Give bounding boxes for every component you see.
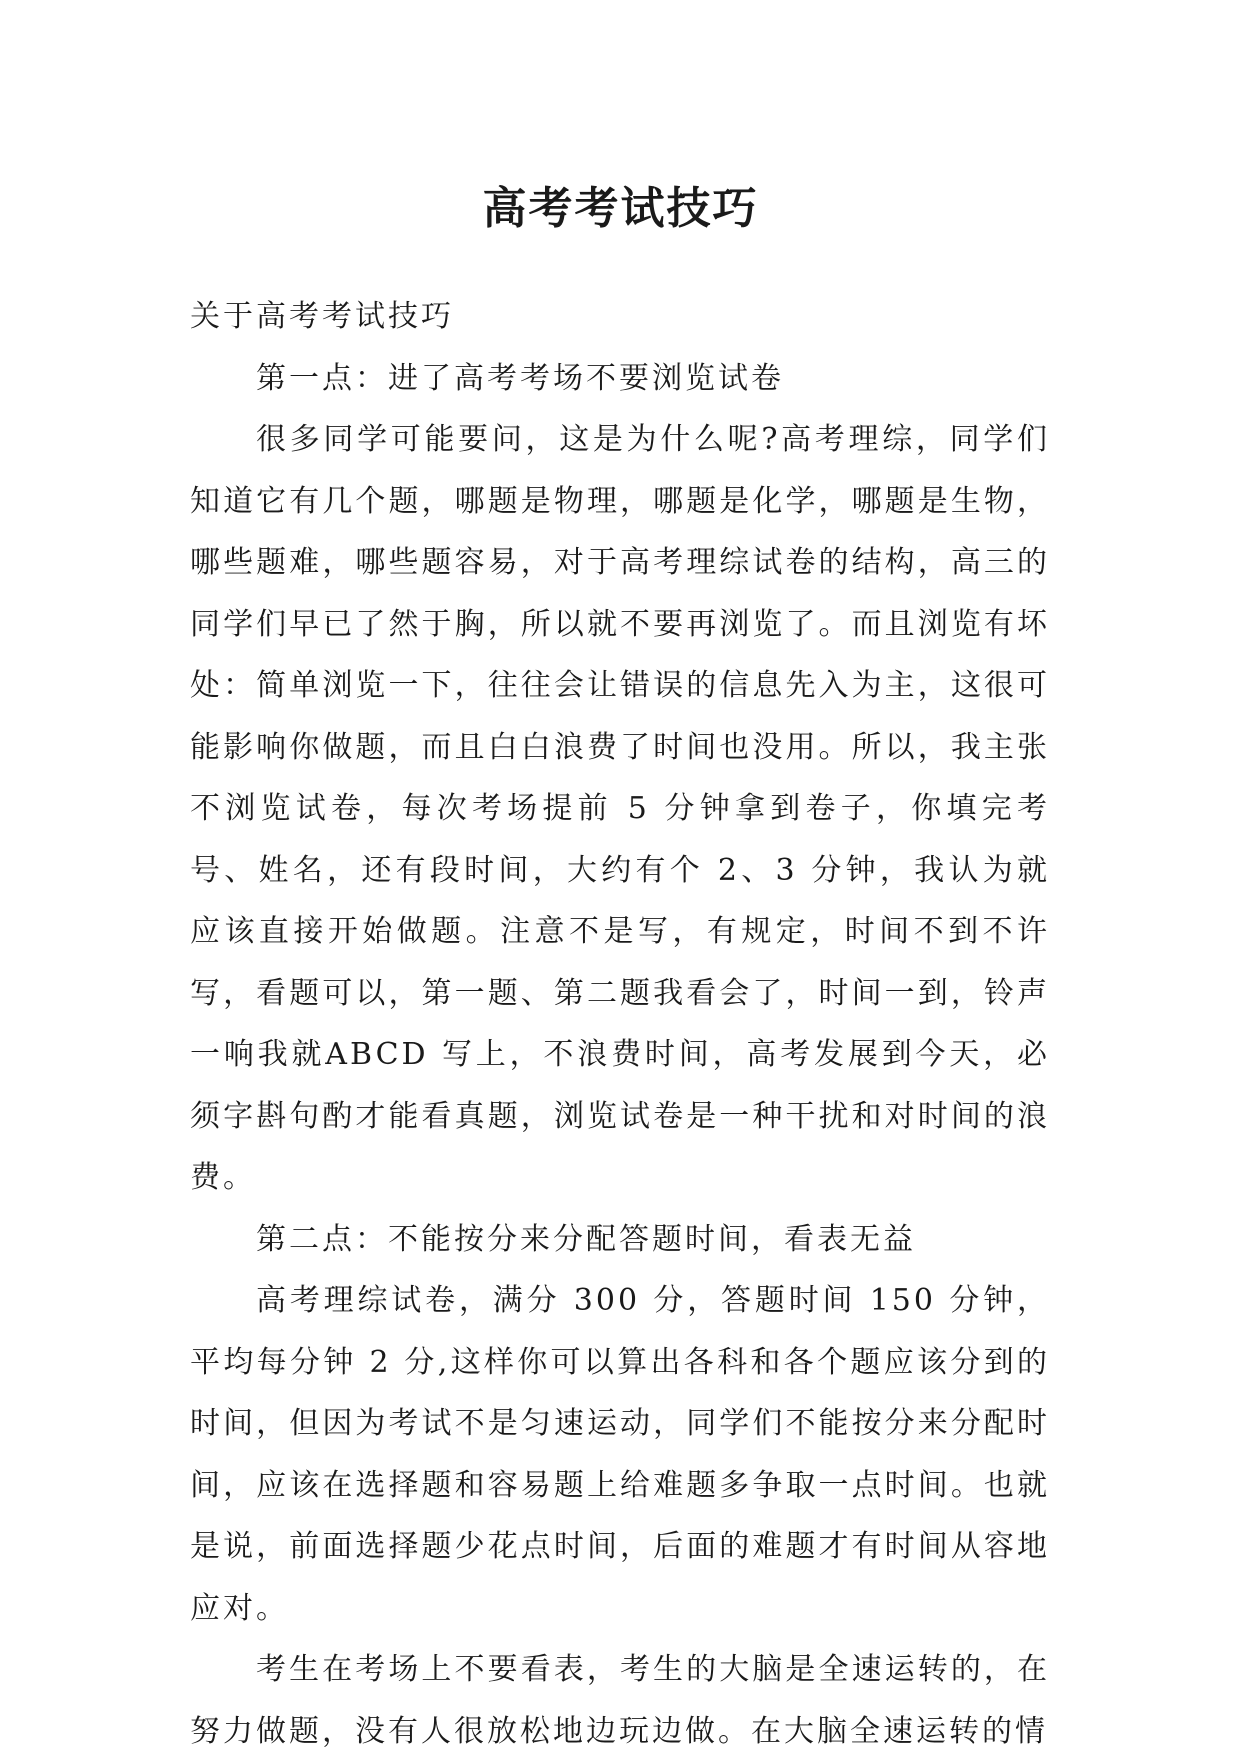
section-heading-2: 第二点：不能按分来分配答题时间，看表无益 <box>256 1221 916 1257</box>
body-paragraph: 高考理综试卷，满分 300 分，答题时间 150 分钟，平均每分钟 2 分,这样你可以算出各科和各个题应该分到的时间，但因为考试不是匀速运动，同学们不能按分来分配时间，应该在选择题和容易题上给难题多争取一点时间。也就是说，前面选择题少花点时间，后面的难题才有时间从容地应对。 <box>190 1283 1050 1626</box>
section-heading-1: 第一点：进了高考考场不要浏览试卷 <box>256 360 784 396</box>
body-paragraph: 很多同学可能要问，这是为什么呢?高考理综，同学们知道它有几个题，哪题是物理，哪题是化学，哪题是生物，哪些题难，哪些题容易，对于高考理综试卷的结构，高三的同学们早已了然于胸，所以就不要再浏览了。而且浏览有坏处：简单浏览一下，往往会让错误的信息先入为主，这很可能影响你做题，而且白白浪费了时间也没用。所以，我主张不浏览试卷，每次考场提前 5 分钟拿到卷子，你填完考号、姓名，还有段时间，大约有个 2、3 分钟，我认为就应该直接开始做题。注意不是写，有规定，时间不到不许写，看题可以，第一题、第二题我看会了，时间一到，铃声一响我就ABCD 写上，不浪费时间，高考发展到今天，必须字斟句酌才能看真题，浏览试卷是一种干扰和对时间的浪费。 <box>190 422 1050 1195</box>
document-title: 高考考试技巧 <box>482 183 759 235</box>
document-body <box>190 286 1050 1762</box>
intro-line: 关于高考考试技巧 <box>190 299 454 334</box>
body-paragraph: 考生在考场上不要看表，考生的大脑是全速运转的，在努力做题，没有人很放松地边玩边做。在大脑全速运转的情 <box>190 1652 1050 1749</box>
